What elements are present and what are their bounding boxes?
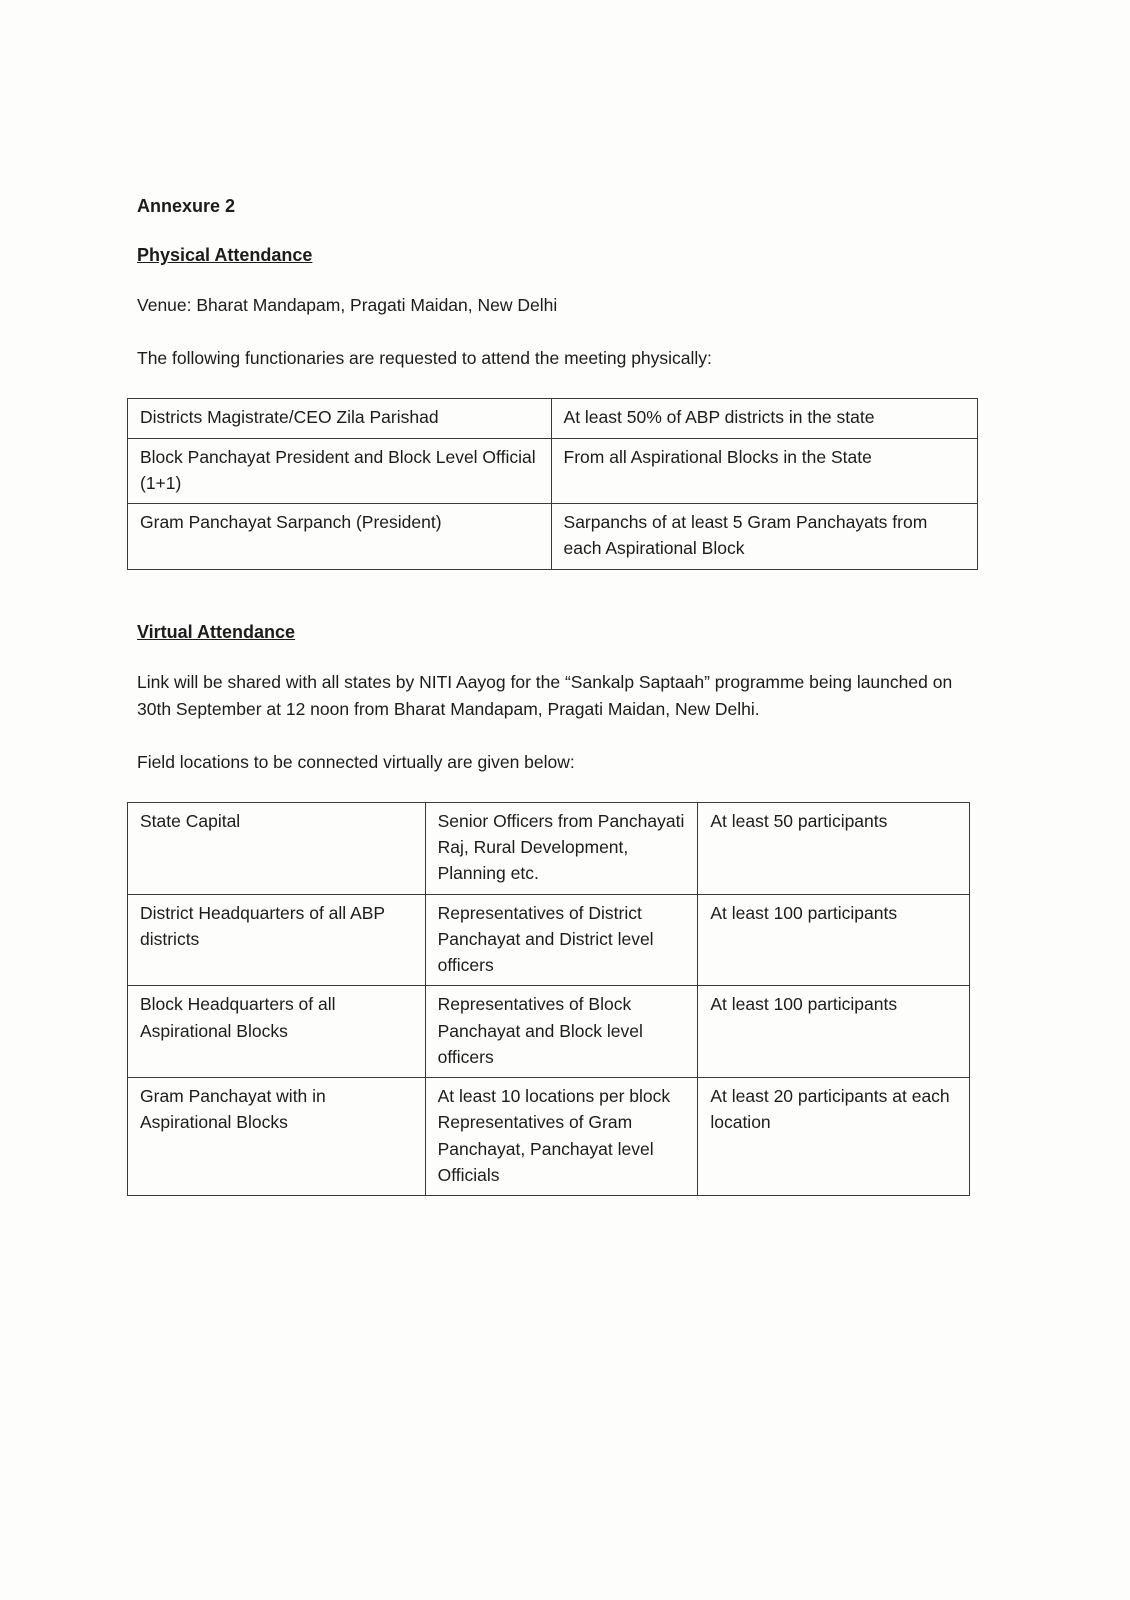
table-cell: At least 100 participants (698, 986, 970, 1078)
table-row (128, 894, 970, 986)
table-cell: Districts Magistrate/CEO Zila Parishad (128, 399, 552, 438)
table-cell: At least 50 participants (698, 802, 970, 894)
table-row (128, 1078, 970, 1196)
table-cell: At least 100 participants (698, 894, 970, 986)
virtual-intro: Field locations to be connected virtually are given below: (137, 751, 575, 772)
table-cell: State Capital (128, 802, 426, 894)
table-cell: District Headquarters of all ABP districts (128, 894, 426, 986)
table-cell: At least 20 participants at each location (698, 1078, 970, 1196)
table-row (128, 438, 978, 504)
table-cell: At least 50% of ABP districts in the state (551, 399, 977, 438)
table-cell: From all Aspirational Blocks in the State (551, 438, 977, 504)
table-row (128, 399, 978, 438)
virtual-attendance-table (127, 802, 970, 1196)
table-cell: Block Headquarters of all Aspirational Blocks (128, 986, 426, 1078)
table-cell: Block Panchayat President and Block Level Official (1+1) (128, 438, 552, 504)
venue-line: Venue: Bharat Mandapam, Pragati Maidan, New Delhi (137, 295, 558, 315)
annexure-heading: Annexure 2 (137, 196, 236, 216)
table-cell: Sarpanchs of at least 5 Gram Panchayats from each Aspirational Block (551, 504, 977, 570)
virtual-attendance-heading: Virtual Attendance (137, 621, 296, 642)
virtual-paragraph: Link will be shared with all states by NITI Aayog for the “Sankalp Saptaah” programme being launched on 30th September at 12 noon from Bharat Mandapam, Pragati Maidan, New Delhi. (137, 671, 953, 719)
table-cell: Senior Officers from Panchayati Raj, Rural Development, Planning etc. (425, 802, 698, 894)
physical-intro: The following functionaries are requested to attend the meeting physically: (137, 348, 712, 369)
table-cell: Representatives of Block Panchayat and Block level officers (425, 986, 698, 1078)
physical-attendance-table (127, 398, 978, 569)
physical-attendance-heading: Physical Attendance (137, 245, 313, 265)
document-content (137, 196, 982, 1196)
table-row (128, 986, 970, 1078)
spacer (137, 570, 982, 622)
table-cell: At least 10 locations per block Representatives of Gram Panchayat, Panchayat level Officials (425, 1078, 698, 1196)
table-cell: Gram Panchayat Sarpanch (President) (128, 504, 552, 570)
table-row (128, 802, 970, 894)
table-cell: Gram Panchayat with in Aspirational Blocks (128, 1078, 426, 1196)
table-cell: Representatives of District Panchayat and District level officers (425, 894, 698, 986)
table-row (128, 504, 978, 570)
